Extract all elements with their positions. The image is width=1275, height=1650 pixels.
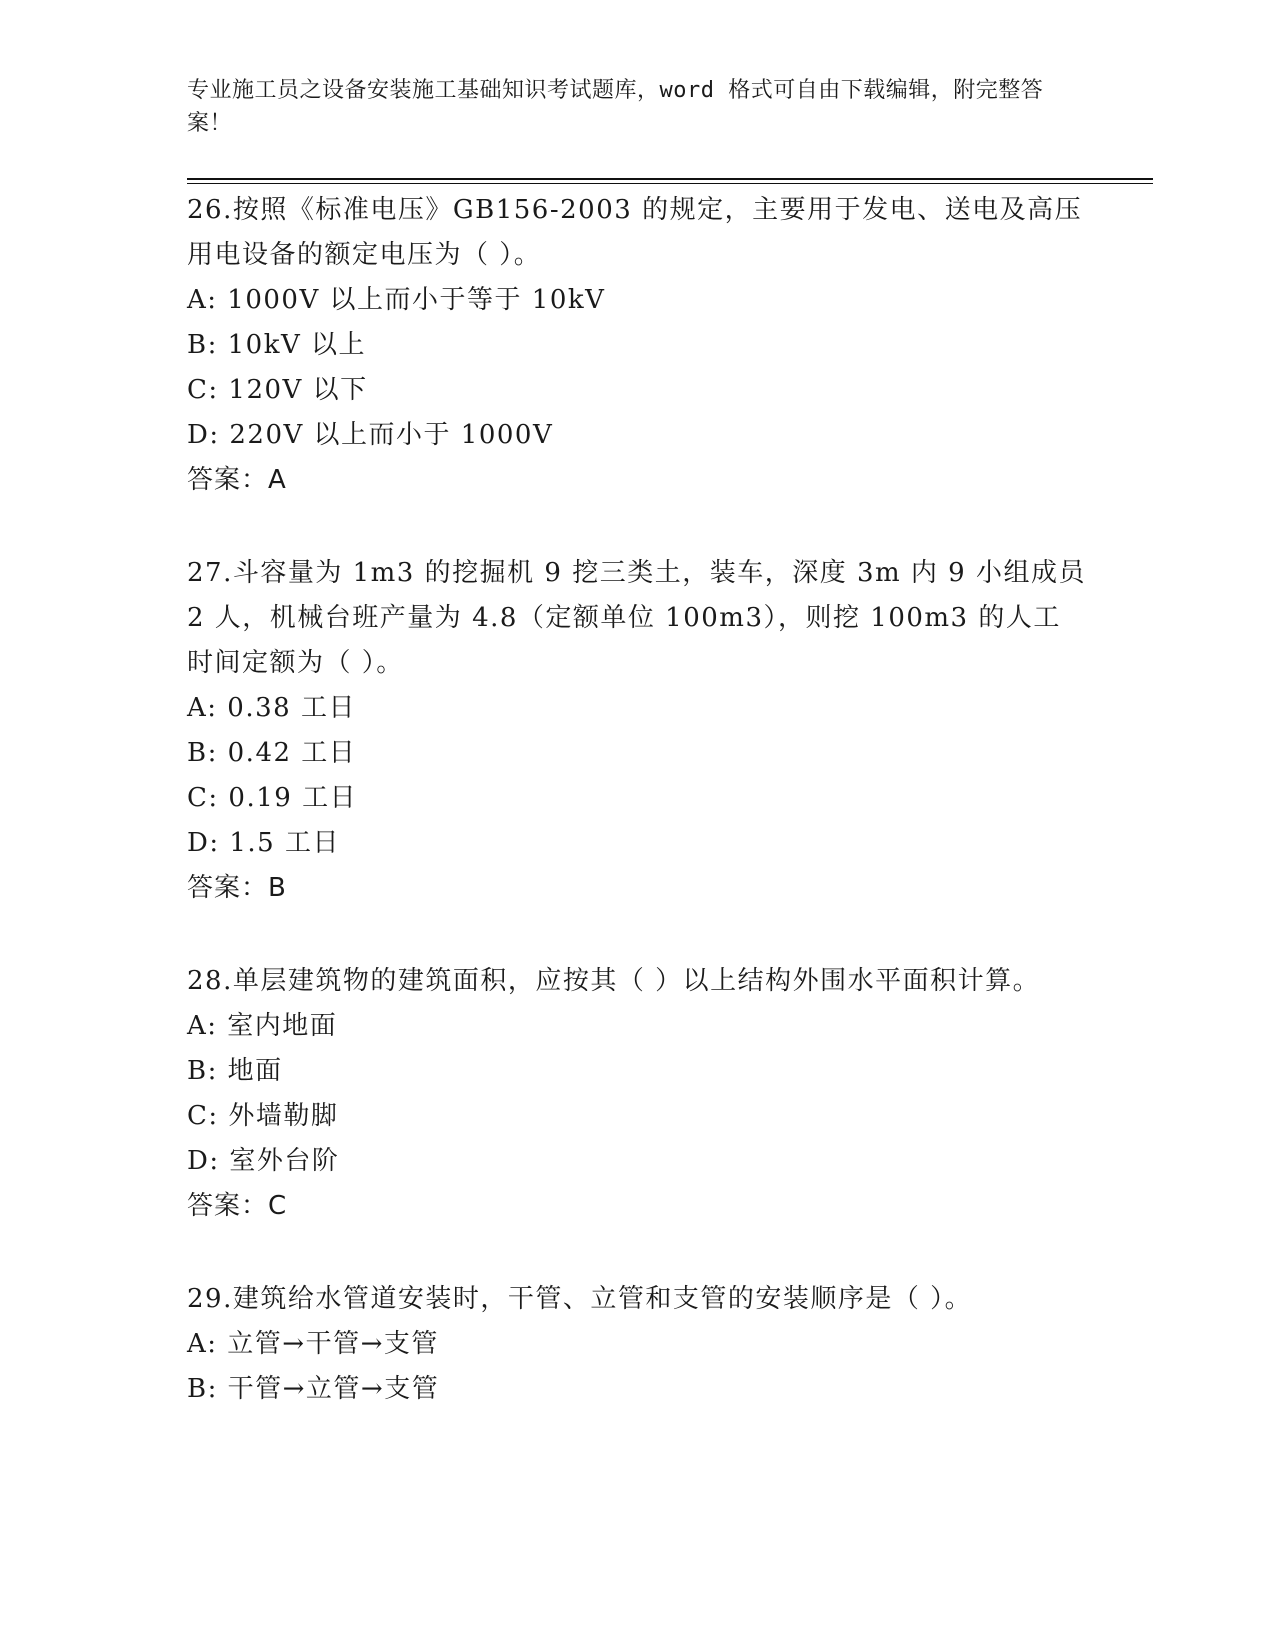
option-d: D: 室外台阶	[187, 1146, 340, 1176]
question-stem: 29.建筑给水管道安装时，干管、立管和支管的安装顺序是（ ）。	[187, 1284, 973, 1314]
option-a: A: 0.38 工日	[187, 693, 356, 723]
option-d: D: 1.5 工日	[187, 828, 340, 858]
question-stem: 27.斗容量为 1m3 的挖掘机 9 挖三类土，装车，深度 3m 内 9 小组成员 2 人，机械台班产量为 4.8（定额单位 100m3），则挖 100m3 的人工时间定额为（ ）。	[187, 558, 1086, 678]
option-a: A: 立管→干管→支管	[187, 1329, 439, 1359]
option-c: C: 0.19 工日	[187, 783, 358, 813]
question-28	[187, 959, 1087, 1229]
question-stem: 28.单层建筑物的建筑面积，应按其（ ）以上结构外围水平面积计算。	[187, 966, 1041, 996]
question-27	[187, 551, 1087, 911]
option-c: C: 120V 以下	[187, 375, 368, 405]
header-rule-thick	[187, 178, 1153, 180]
option-a: A: 室内地面	[187, 1011, 338, 1041]
answer: 答案：C	[187, 1191, 288, 1221]
answer: 答案：B	[187, 873, 287, 903]
option-b: B: 干管→立管→支管	[187, 1374, 440, 1404]
option-b: B: 0.42 工日	[187, 738, 357, 768]
question-29	[187, 1277, 1087, 1412]
header-rule-thin	[187, 183, 1153, 184]
option-d: D: 220V 以上而小于 1000V	[187, 420, 554, 450]
question-list	[187, 188, 1087, 1412]
document-header: 专业施工员之设备安装施工基础知识考试题库，word 格式可自由下载编辑，附完整答案！	[187, 78, 1044, 136]
answer: 答案：A	[187, 465, 287, 495]
option-c: C: 外墙勒脚	[187, 1101, 339, 1131]
option-b: B: 10kV 以上	[187, 330, 367, 360]
question-26	[187, 188, 1087, 503]
option-b: B: 地面	[187, 1056, 283, 1086]
question-stem: 26.按照《标准电压》GB156-2003 的规定，主要用于发电、送电及高压用电设备的额定电压为（ ）。	[187, 195, 1083, 270]
option-a: A: 1000V 以上而小于等于 10kV	[187, 285, 606, 315]
